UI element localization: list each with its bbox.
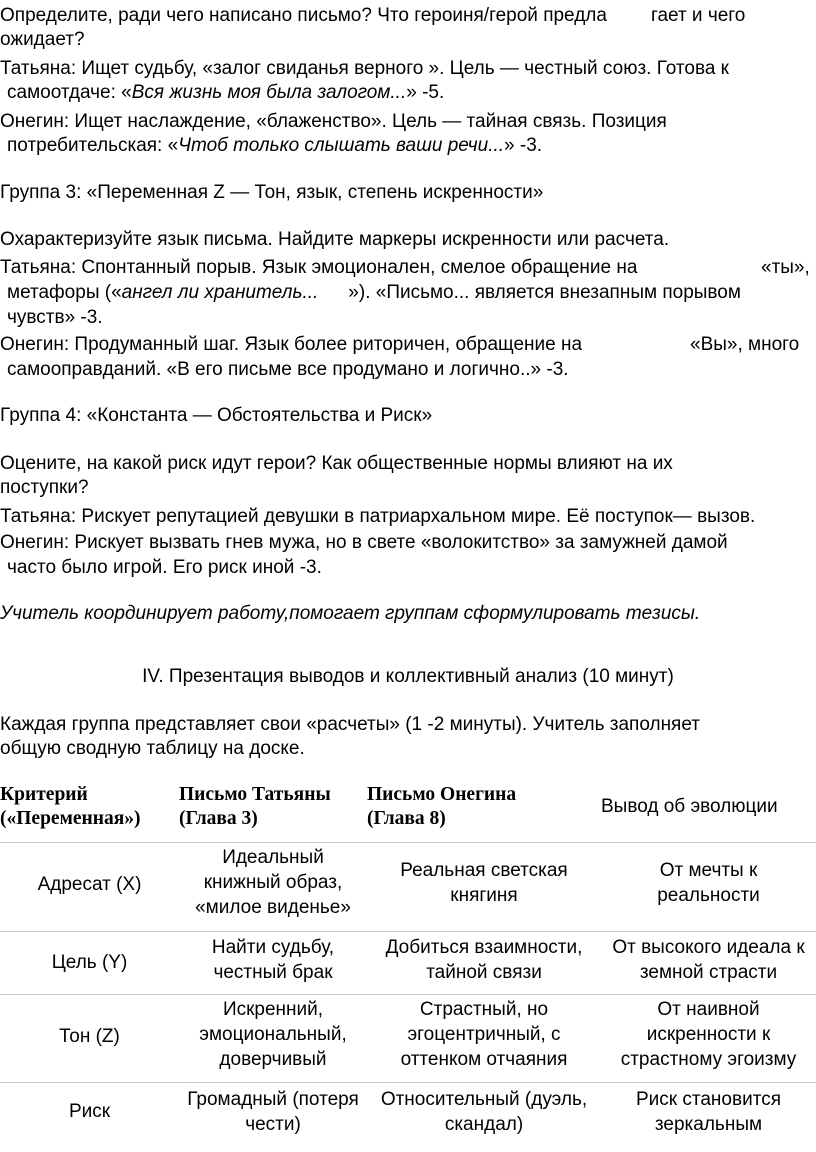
header-criterion-line-1: Критерий <box>0 784 88 805</box>
cell-line: эмоциональный, <box>199 1024 347 1045</box>
group3-onegin-vy: «Вы», много <box>690 334 800 355</box>
group3-onegin-line-2: самооправданий. «В его письме все продумано и логично..» -3. <box>7 359 569 380</box>
cell-line: Добиться взаимности, <box>385 937 583 958</box>
cell-line: княгиня <box>450 885 518 906</box>
header-onegin-letter <box>367 783 516 831</box>
q2-tatiana-score: » -5. <box>406 82 445 103</box>
group3-tatiana-metaphor: ангел ли хранитель... <box>121 282 319 303</box>
cell-line: земной страсти <box>639 962 778 983</box>
header-tatiana-line-1: Письмо Татьяны <box>179 784 331 805</box>
cell-criterion: Цель (Y) <box>51 952 128 973</box>
cell-evolution <box>601 997 816 1072</box>
header-tatiana-letter <box>179 783 331 831</box>
group3-task: Охарактеризуйте язык письма. Найдите маркеры искренности или расчета. <box>0 229 670 250</box>
cell-line: Реальная светская <box>400 860 568 881</box>
group3-tatiana-ty: «ты», <box>761 257 810 278</box>
cell-onegin <box>367 935 601 985</box>
cell-line: эгоцентричный, с <box>407 1024 561 1045</box>
q2-question-part-a: Определите, ради чего написано письмо? Что героиня/герой предла <box>0 5 607 26</box>
cell-line: тайной связи <box>426 962 542 983</box>
header-evolution: Вывод об эволюции <box>601 796 778 817</box>
section-4-paragraph-line-2: общую сводную таблицу на доске. <box>0 738 305 759</box>
cell-line: Относительный (дуэль, <box>380 1089 588 1110</box>
cell-criterion: Тон (Z) <box>59 1026 120 1047</box>
table-row-divider <box>0 994 816 995</box>
cell-line: «милое виденье» <box>195 897 351 918</box>
cell-line: Идеальный <box>222 847 324 868</box>
cell-line: реальности <box>657 885 760 906</box>
cell-line: честный брак <box>213 962 333 983</box>
cell-line: доверчивый <box>219 1049 327 1070</box>
cell-evolution <box>601 935 816 985</box>
cell-onegin <box>367 997 601 1072</box>
cell-onegin <box>367 858 601 908</box>
q2-onegin-quote-open: потребительская: « <box>7 135 179 156</box>
group3-tatiana-line-2 <box>7 282 741 305</box>
group3-tatiana-line-1 <box>0 257 637 280</box>
cell-line: От мечты к <box>659 860 758 881</box>
q2-onegin-line-2 <box>7 135 542 158</box>
section-4-heading: IV. Презентация выводов и коллективный анализ (10 минут) <box>142 666 674 687</box>
q2-tatiana-quote: Вся жизнь моя была залогом... <box>131 82 407 103</box>
header-onegin-line-1: Письмо Онегина <box>367 784 517 805</box>
cell-tatiana <box>179 997 367 1072</box>
cell-line: страстному эгоизму <box>620 1049 797 1070</box>
cell-line: Громадный (потеря <box>187 1089 359 1110</box>
table-row-divider <box>0 1082 816 1083</box>
cell-line: Страстный, но <box>419 999 549 1020</box>
cell-line: От наивной <box>657 999 760 1020</box>
teacher-note: Учитель координирует работу,помогает группам сформулировать тезисы. <box>0 603 701 624</box>
cell-line: искренности к <box>646 1024 771 1045</box>
q2-onegin-quote: Чтоб только слышать ваши речи... <box>178 135 505 156</box>
cell-evolution <box>601 858 816 908</box>
group3-tatiana-quote-open: метафоры (« <box>7 282 122 303</box>
group3-tatiana-quote-rest: »). «Письмо... является внезапным порывом <box>348 282 741 303</box>
q2-question <box>0 5 745 28</box>
q2-onegin-score: » -3. <box>504 135 543 156</box>
cell-line: Искренний, <box>222 999 324 1020</box>
cell-line: чести) <box>245 1114 301 1135</box>
cell-tatiana <box>179 845 367 920</box>
cell-line: скандал) <box>444 1114 524 1135</box>
q2-question-part-b: гает и чего <box>650 5 746 26</box>
group3-tatiana-text: Татьяна: Спонтанный порыв. Язык эмоционален, смелое обращение на <box>0 257 638 278</box>
q2-tatiana-quote-open: самоотдаче: « <box>7 82 132 103</box>
group4-task-line-2: поступки? <box>0 477 89 498</box>
group4-title: Группа 4: «Константа — Обстоятельства и Риск» <box>0 405 433 426</box>
cell-line: книжный образ, <box>203 872 343 893</box>
cell-tatiana <box>179 1087 367 1137</box>
q2-tatiana-line-2 <box>7 82 444 105</box>
cell-line: оттенком отчаяния <box>400 1049 568 1070</box>
q2-tatiana-line-1: Татьяна: Ищет судьбу, «залог свиданья верного ». Цель — честный союз. Готова к <box>0 58 729 79</box>
group3-onegin-line-1: Онегин: Продуманный шаг. Язык более риторичен, обращение на <box>0 334 583 355</box>
cell-evolution <box>601 1087 816 1137</box>
group3-title: Группа 3: «Переменная Z — Тон, язык, степень искренности» <box>0 182 544 203</box>
header-criterion <box>0 783 141 831</box>
cell-line: зеркальным <box>654 1114 763 1135</box>
cell-criterion: Риск <box>68 1101 111 1122</box>
cell-line: Найти судьбу, <box>211 937 335 958</box>
group4-onegin-line-1: Онегин: Рискует вызвать гнев мужа, но в свете «волокитство» за замужней дамой <box>0 532 728 553</box>
cell-line: От высокого идеала к <box>612 937 805 958</box>
cell-tatiana <box>179 935 367 985</box>
table-row-divider <box>0 842 816 843</box>
cell-criterion: Адресат (X) <box>37 874 142 895</box>
table-row-divider <box>0 931 816 932</box>
header-onegin-line-2: (Глава 8) <box>367 808 446 829</box>
header-tatiana-line-2: (Глава 3) <box>179 808 258 829</box>
group4-task-line-1: Оцените, на какой риск идут герои? Как общественные нормы влияют на их <box>0 453 673 474</box>
section-4-paragraph-line-1: Каждая группа представляет свои «расчеты» (1 -2 минуты). Учитель заполняет <box>0 714 700 735</box>
group3-tatiana-line-3: чувств» -3. <box>7 307 103 328</box>
cell-onegin <box>367 1087 601 1137</box>
header-criterion-line-2: («Переменная») <box>0 808 141 829</box>
cell-line: Риск становится <box>636 1089 781 1110</box>
q2-question-end: ожидает? <box>0 29 85 50</box>
q2-onegin-line-1: Онегин: Ищет наслаждение, «блаженство». Цель — тайная связь. Позиция <box>0 111 667 132</box>
group4-tatiana: Татьяна: Рискует репутацией девушки в патриархальном мире. Её поступок— вызов. <box>0 506 756 527</box>
group4-onegin-line-2: часто было игрой. Его риск иной -3. <box>7 557 322 578</box>
